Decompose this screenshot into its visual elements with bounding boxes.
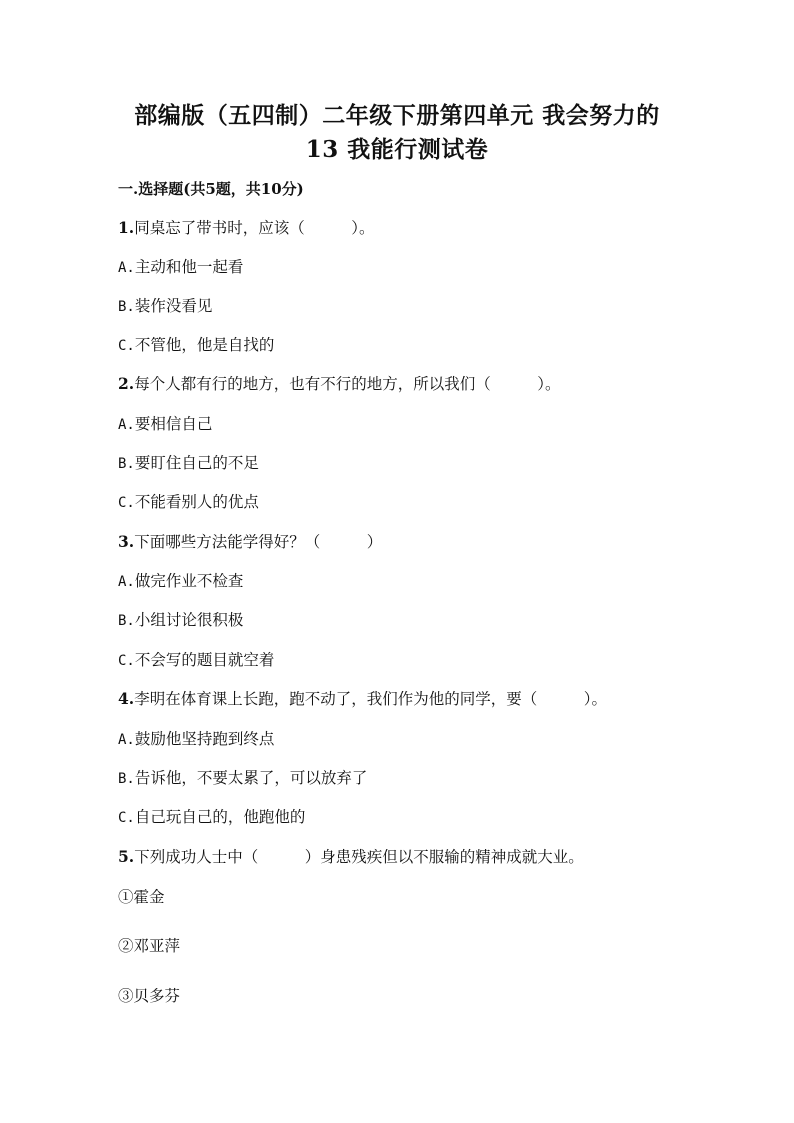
- option-text: 鼓励他坚持跑到终点: [134, 730, 275, 748]
- question-4-option-a: [118, 729, 274, 750]
- option-letter: A.: [118, 260, 135, 276]
- option-letter: B.: [118, 299, 135, 315]
- page-title: 部编版（五四制）二年级下册第四单元 我会努力的: [134, 102, 660, 129]
- option-text: 装作没看见: [134, 297, 213, 315]
- question-number: 1.: [118, 218, 135, 237]
- question-number: 5.: [118, 847, 135, 866]
- option-text: 告诉他，不要太累了，可以放弃了: [134, 769, 368, 787]
- question-1-option-a: [118, 257, 243, 278]
- question-number: 3.: [118, 532, 135, 551]
- question-1: [118, 218, 374, 238]
- question-2-option-a: [118, 414, 212, 435]
- question-number: 4.: [118, 689, 135, 708]
- option-text: 不管他，他是自找的: [134, 336, 275, 354]
- section-heading: 一.选择题(共5题，共10分): [118, 180, 304, 198]
- option-text: 不能看别人的优点: [134, 493, 259, 511]
- option-text: 小组讨论很积极: [134, 611, 244, 629]
- option-text: 自己玩自己的，他跑他的: [134, 808, 306, 826]
- option-letter: B.: [118, 613, 135, 629]
- question-1-option-c: [118, 335, 274, 356]
- option-text: 不会写的题目就空着: [134, 651, 275, 669]
- question-text: 下面哪些方法能学得好？（ ）: [134, 533, 383, 551]
- option-letter: A.: [118, 574, 135, 590]
- option-letter: A.: [118, 732, 135, 748]
- question-text: 每个人都有行的地方，也有不行的地方，所以我们（ ）。: [134, 375, 561, 393]
- question-text: 下列成功人士中（ ）身患残疾但以不服输的精神成就大业。: [134, 848, 584, 866]
- question-5-option-2: [118, 936, 180, 956]
- question-5: [118, 847, 584, 867]
- question-2: [118, 374, 560, 394]
- option-letter: C.: [118, 495, 135, 511]
- question-2-option-c: [118, 492, 259, 513]
- question-number: 2.: [118, 374, 135, 393]
- option-letter: B.: [118, 456, 135, 472]
- option-text: 做完作业不检查: [134, 572, 244, 590]
- option-text: ①霍金: [118, 888, 165, 906]
- question-3-option-a: [118, 571, 243, 592]
- question-4: [118, 689, 607, 709]
- question-4-option-c: [118, 807, 305, 828]
- page-subtitle: 13 我能行测试卷: [305, 136, 489, 163]
- question-3-option-c: [118, 650, 274, 671]
- option-text: ②邓亚萍: [118, 937, 181, 955]
- option-letter: C.: [118, 653, 135, 669]
- question-3: [118, 532, 382, 552]
- option-letter: C.: [118, 338, 135, 354]
- question-1-option-b: [118, 296, 212, 317]
- option-text: 主动和他一起看: [134, 258, 244, 276]
- question-text: 同桌忘了带书时，应该（ ）。: [134, 219, 375, 237]
- question-2-option-b: [118, 453, 259, 474]
- option-text: 要相信自己: [134, 415, 213, 433]
- option-letter: B.: [118, 771, 135, 787]
- option-letter: A.: [118, 417, 135, 433]
- option-letter: C.: [118, 810, 135, 826]
- question-5-option-1: [118, 887, 165, 907]
- question-5-option-3: [118, 986, 180, 1006]
- question-text: 李明在体育课上长跑，跑不动了，我们作为他的同学，要（ ）。: [134, 690, 607, 708]
- question-4-option-b: [118, 768, 367, 789]
- option-text: 要盯住自己的不足: [134, 454, 259, 472]
- option-text: ③贝多芬: [118, 987, 181, 1005]
- question-3-option-b: [118, 610, 243, 631]
